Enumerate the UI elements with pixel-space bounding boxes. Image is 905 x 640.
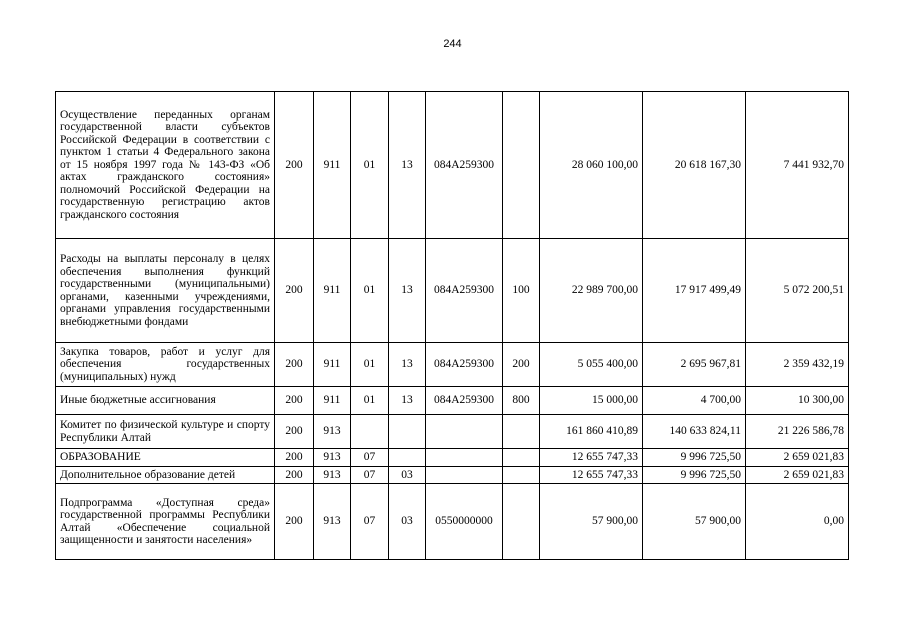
cell-target-article	[426, 449, 503, 467]
cell-target-article: 084A259300	[426, 92, 503, 239]
cell-ministry-code: 911	[314, 343, 351, 387]
cell-subsection-code: 13	[389, 239, 426, 343]
cell-admin-code: 200	[275, 484, 314, 560]
row-name: ОБРАЗОВАНИЕ	[56, 449, 275, 467]
cell-remaining-amount: 2 659 021,83	[746, 466, 849, 484]
cell-admin-code: 200	[275, 449, 314, 467]
cell-admin-code: 200	[275, 387, 314, 415]
cell-target-article	[426, 415, 503, 449]
cell-expense-type	[503, 484, 540, 560]
cell-remaining-amount: 5 072 200,51	[746, 239, 849, 343]
row-name: Иные бюджетные ассигнования	[56, 387, 275, 415]
table-row	[56, 466, 849, 484]
cell-section-code	[351, 415, 389, 449]
cell-subsection-code	[389, 449, 426, 467]
cell-expense-type: 100	[503, 239, 540, 343]
cell-remaining-amount: 7 441 932,70	[746, 92, 849, 239]
cell-planned-amount: 5 055 400,00	[540, 343, 643, 387]
table-row	[56, 387, 849, 415]
cell-executed-amount: 140 633 824,11	[643, 415, 746, 449]
cell-expense-type: 200	[503, 343, 540, 387]
page-number: 244	[443, 38, 462, 50]
cell-section-code: 01	[351, 387, 389, 415]
row-name: Закупка товаров, работ и услуг для обеспечения государственных (муниципальных) нужд	[56, 343, 275, 387]
row-name: Комитет по физической культуре и спорту Республики Алтай	[56, 415, 275, 449]
cell-section-code: 01	[351, 92, 389, 239]
cell-planned-amount: 161 860 410,89	[540, 415, 643, 449]
row-name: Расходы на выплаты персоналу в целях обеспечения выполнения функций государственными (муниципальными) органами, казенными учреждениями, органами управления государственными внебюджетными фондами	[56, 239, 275, 343]
cell-admin-code: 200	[275, 415, 314, 449]
cell-section-code: 07	[351, 449, 389, 467]
cell-section-code: 01	[351, 343, 389, 387]
cell-subsection-code: 13	[389, 387, 426, 415]
cell-section-code: 01	[351, 239, 389, 343]
table-row	[56, 449, 849, 467]
table-row	[56, 484, 849, 560]
cell-expense-type	[503, 92, 540, 239]
cell-executed-amount: 17 917 499,49	[643, 239, 746, 343]
cell-expense-type	[503, 466, 540, 484]
cell-remaining-amount: 2 359 432,19	[746, 343, 849, 387]
cell-planned-amount: 28 060 100,00	[540, 92, 643, 239]
cell-planned-amount: 12 655 747,33	[540, 449, 643, 467]
cell-target-article	[426, 466, 503, 484]
cell-expense-type: 800	[503, 387, 540, 415]
cell-executed-amount: 20 618 167,30	[643, 92, 746, 239]
cell-target-article: 084A259300	[426, 343, 503, 387]
row-name: Дополнительное образование детей	[56, 466, 275, 484]
cell-subsection-code	[389, 415, 426, 449]
cell-executed-amount: 9 996 725,50	[643, 466, 746, 484]
cell-executed-amount: 2 695 967,81	[643, 343, 746, 387]
cell-planned-amount: 15 000,00	[540, 387, 643, 415]
cell-section-code: 07	[351, 466, 389, 484]
cell-target-article: 084A259300	[426, 239, 503, 343]
cell-ministry-code: 911	[314, 387, 351, 415]
cell-target-article: 0550000000	[426, 484, 503, 560]
cell-expense-type	[503, 415, 540, 449]
cell-remaining-amount: 21 226 586,78	[746, 415, 849, 449]
table-row	[56, 92, 849, 239]
table-row	[56, 343, 849, 387]
cell-admin-code: 200	[275, 466, 314, 484]
cell-ministry-code: 911	[314, 92, 351, 239]
cell-remaining-amount: 0,00	[746, 484, 849, 560]
cell-ministry-code: 913	[314, 449, 351, 467]
cell-subsection-code: 03	[389, 484, 426, 560]
budget-table	[55, 91, 849, 560]
cell-executed-amount: 9 996 725,50	[643, 449, 746, 467]
cell-ministry-code: 913	[314, 484, 351, 560]
table-row	[56, 239, 849, 343]
cell-planned-amount: 22 989 700,00	[540, 239, 643, 343]
cell-planned-amount: 57 900,00	[540, 484, 643, 560]
cell-target-article: 084A259300	[426, 387, 503, 415]
cell-ministry-code: 911	[314, 239, 351, 343]
cell-executed-amount: 57 900,00	[643, 484, 746, 560]
cell-admin-code: 200	[275, 343, 314, 387]
row-name: Осуществление переданных органам государственной власти субъектов Российской Федерации в соответствии с пунктом 1 статьи 4 Федерального закона от 15 ноября 1997 года № 143-ФЗ «Об актах гражданского состояния» полномочий Российской Федерации на государственную регистрацию актов гражданского состояния	[56, 92, 275, 239]
table-row	[56, 415, 849, 449]
cell-remaining-amount: 2 659 021,83	[746, 449, 849, 467]
cell-planned-amount: 12 655 747,33	[540, 466, 643, 484]
cell-ministry-code: 913	[314, 466, 351, 484]
cell-subsection-code: 13	[389, 92, 426, 239]
cell-admin-code: 200	[275, 239, 314, 343]
cell-subsection-code: 03	[389, 466, 426, 484]
row-name: Подпрограмма «Доступная среда» государственной программы Республики Алтай «Обеспечение социальной защищенности и занятости населения»	[56, 484, 275, 560]
cell-subsection-code: 13	[389, 343, 426, 387]
cell-ministry-code: 913	[314, 415, 351, 449]
cell-remaining-amount: 10 300,00	[746, 387, 849, 415]
cell-expense-type	[503, 449, 540, 467]
cell-executed-amount: 4 700,00	[643, 387, 746, 415]
cell-admin-code: 200	[275, 92, 314, 239]
cell-section-code: 07	[351, 484, 389, 560]
